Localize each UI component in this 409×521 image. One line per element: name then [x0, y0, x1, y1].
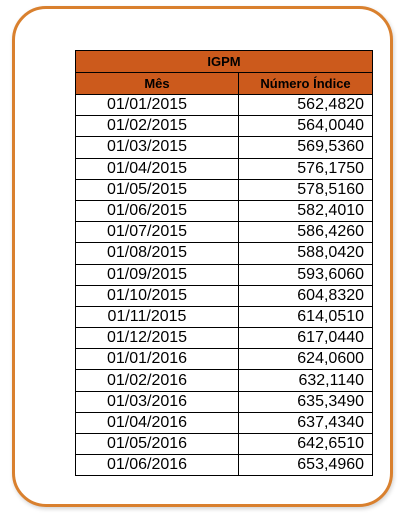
table-row — [76, 412, 373, 433]
index-value-cell: 614,0510 — [239, 306, 373, 327]
index-value-cell: 586,4260 — [239, 222, 373, 243]
index-value-cell: 576,1750 — [239, 158, 373, 179]
table-row — [76, 243, 373, 264]
table-row — [76, 306, 373, 327]
table-row — [76, 222, 373, 243]
column-header-month: Mês — [76, 73, 239, 95]
table-row — [76, 200, 373, 221]
column-header-index: Número Índice — [239, 73, 373, 95]
index-value-cell: 604,8320 — [239, 285, 373, 306]
index-value-cell: 632,1140 — [239, 370, 373, 391]
index-value-cell: 588,0420 — [239, 243, 373, 264]
index-value-cell: 635,3490 — [239, 391, 373, 412]
month-cell: 01/06/2016 — [76, 455, 239, 476]
month-cell: 01/04/2015 — [76, 158, 239, 179]
month-cell: 01/10/2015 — [76, 285, 239, 306]
table-row — [76, 285, 373, 306]
table-row — [76, 95, 373, 116]
rounded-frame — [12, 6, 393, 507]
table-row — [76, 391, 373, 412]
table-row — [76, 349, 373, 370]
header-row — [76, 73, 373, 95]
month-cell: 01/05/2016 — [76, 434, 239, 455]
table-title: IGPM — [76, 51, 373, 73]
index-value-cell: 569,5360 — [239, 137, 373, 158]
index-value-cell: 562,4820 — [239, 95, 373, 116]
month-cell: 01/08/2015 — [76, 243, 239, 264]
month-cell: 01/11/2015 — [76, 306, 239, 327]
month-cell: 01/02/2015 — [76, 116, 239, 137]
index-value-cell: 578,5160 — [239, 179, 373, 200]
table-row — [76, 328, 373, 349]
month-cell: 01/07/2015 — [76, 222, 239, 243]
table-row — [76, 116, 373, 137]
index-value-cell: 617,0440 — [239, 328, 373, 349]
index-value-cell: 642,6510 — [239, 434, 373, 455]
table-row — [76, 264, 373, 285]
table-row — [76, 370, 373, 391]
index-value-cell: 624,0600 — [239, 349, 373, 370]
index-value-cell: 593,6060 — [239, 264, 373, 285]
month-cell: 01/12/2015 — [76, 328, 239, 349]
month-cell: 01/03/2015 — [76, 137, 239, 158]
table-body — [76, 95, 373, 476]
month-cell: 01/02/2016 — [76, 370, 239, 391]
month-cell: 01/05/2015 — [76, 179, 239, 200]
igpm-table — [75, 50, 373, 476]
index-value-cell: 564,0040 — [239, 116, 373, 137]
month-cell: 01/01/2016 — [76, 349, 239, 370]
month-cell: 01/03/2016 — [76, 391, 239, 412]
month-cell: 01/01/2015 — [76, 95, 239, 116]
table-row — [76, 179, 373, 200]
month-cell: 01/04/2016 — [76, 412, 239, 433]
index-value-cell: 637,4340 — [239, 412, 373, 433]
table-row — [76, 137, 373, 158]
table-row — [76, 158, 373, 179]
title-row — [76, 51, 373, 73]
month-cell: 01/06/2015 — [76, 200, 239, 221]
index-value-cell: 582,4010 — [239, 200, 373, 221]
table-row — [76, 434, 373, 455]
index-value-cell: 653,4960 — [239, 455, 373, 476]
table-row — [76, 455, 373, 476]
month-cell: 01/09/2015 — [76, 264, 239, 285]
